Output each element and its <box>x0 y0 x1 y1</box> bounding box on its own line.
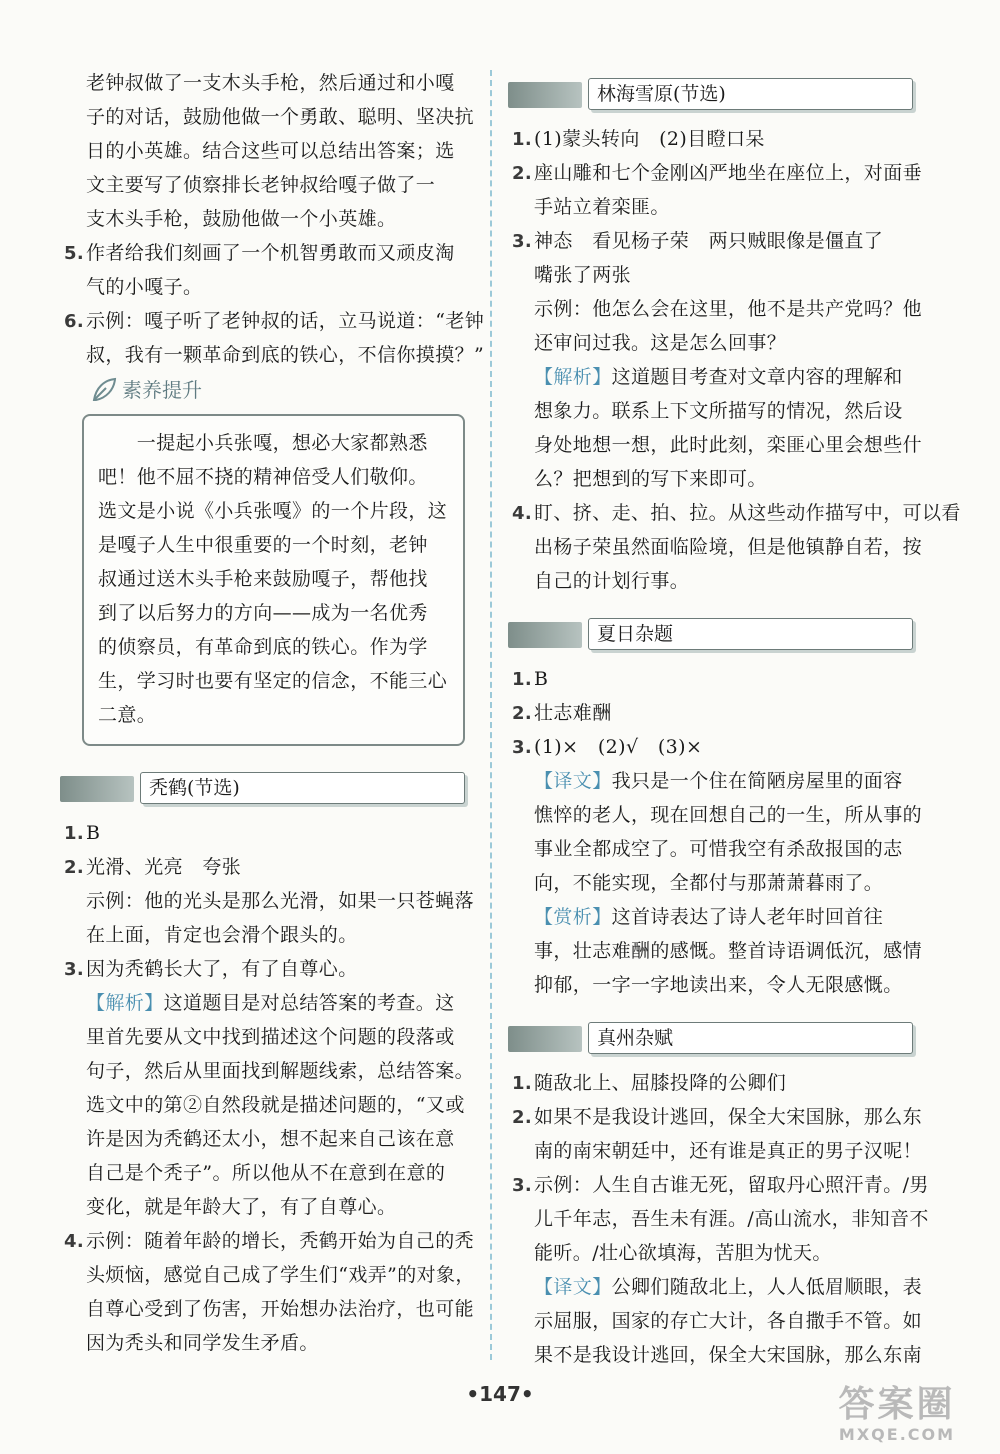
item-number: 5. <box>64 243 85 264</box>
text-line: 示例：他的光头是那么光滑，如果一只苍蝇落 <box>86 890 475 912</box>
text-line: 作者给我们刻画了一个机智勇敢而又顽皮淘 <box>86 242 455 264</box>
text-line: 二意。 <box>98 704 157 726</box>
item-number: 3. <box>512 737 533 758</box>
section-header-linhai <box>508 78 923 112</box>
item-number: 1. <box>512 669 533 690</box>
item-number: 1. <box>64 823 85 844</box>
answer-item-1 <box>508 1066 923 1100</box>
text-line: 句子，然后从里面找到解题线索，总结答案。 <box>86 1060 475 1082</box>
answer-text: B <box>534 668 549 690</box>
text-line: 示例：随着年龄的增长，秃鹤开始为自己的秃 <box>86 1230 475 1252</box>
text-line: 示例：人生自古谁无死，留取丹心照汗青。/男 <box>534 1174 929 1196</box>
text-line: 自尊心受到了伤害，开始想办法治疗，也可能 <box>86 1298 475 1320</box>
answer-item-1 <box>508 122 923 156</box>
column-divider <box>490 70 492 1360</box>
answer-item-3 <box>508 1168 929 1372</box>
text-line: 叔通过送木头手枪来鼓励嘎子，帮他找 <box>98 568 428 590</box>
text-line: 选文中的第②自然段就是描述问题的，“又或 <box>86 1094 465 1116</box>
literacy-box <box>82 414 465 746</box>
section-title: 真州杂赋 <box>588 1022 913 1054</box>
analysis-tag: 【解析】 <box>534 366 612 388</box>
item-number: 1. <box>512 129 533 150</box>
right-column <box>508 78 961 1372</box>
text-line: 一提起小兵张嘎，想必大家都熟悉 <box>98 432 428 454</box>
text-line: 嘴张了两张 <box>534 264 632 286</box>
page-number: •147• <box>466 1382 534 1406</box>
text-line: 是嘎子人生中很重要的一个时刻，老钟 <box>98 534 428 556</box>
left-column <box>60 66 485 1360</box>
text-line: 抑郁，一字一字地读出来，令人无限感慨。 <box>534 974 903 996</box>
text-line: 自己的计划行事。 <box>534 570 690 592</box>
section-title: 秃鹤(节选) <box>140 772 465 804</box>
text-line: 果不是我设计逃回，保全大宋国脉，那么东南 <box>534 1344 923 1366</box>
text-line: 日的小英雄。结合这些可以总结出答案；选 <box>86 140 455 162</box>
answer-item-2 <box>60 850 475 952</box>
text-line: 如果不是我设计逃回，保全大宋国脉，那么东 <box>534 1106 923 1128</box>
leaf-pen-icon <box>90 376 118 404</box>
section-tab <box>508 82 582 108</box>
item-number: 2. <box>512 1107 533 1128</box>
answer-text: 因为秃鹤长大了，有了自尊心。 <box>86 958 358 980</box>
section-title: 夏日杂题 <box>588 618 913 650</box>
section-header-zhenzhou <box>508 1022 923 1056</box>
section-tab <box>508 1026 582 1052</box>
text-line: 这道题目是对总结答案的考查。这 <box>163 992 455 1014</box>
item-number: 2. <box>512 703 533 724</box>
text-line: 能听。/壮心欲填海，苦胆为忧天。 <box>534 1242 832 1264</box>
text-line: 自己是个秃子”。所以他从不在意到在意的 <box>86 1162 446 1184</box>
section-header-tuhe <box>60 772 475 806</box>
answer-item-2 <box>508 696 923 730</box>
answer-text: 壮志难酬 <box>534 702 612 724</box>
text-line: 座山雕和七个金刚凶严地坐在座位上，对面垂 <box>534 162 923 184</box>
section-title: 林海雪原(节选) <box>588 78 913 110</box>
text-line: 这首诗表达了诗人老年时回首往 <box>611 906 884 928</box>
text-line: 示例：他怎么会在这里，他不是共产党吗？他 <box>534 298 923 320</box>
text-line: 示屈服，国家的存亡大计，各自撒手不管。如 <box>534 1310 923 1332</box>
answer-text: (1)蒙头转向 (2)目瞪口呆 <box>534 128 765 150</box>
text-line: 的侦察员，有革命到底的铁心。作为学 <box>98 636 428 658</box>
answer-item-1 <box>60 816 475 850</box>
text-line: 示例：嘎子听了老钟叔的话，立马说道：“老钟 <box>86 310 485 332</box>
literacy-header <box>60 374 475 408</box>
watermark-url: MXQE.COM <box>838 1425 956 1444</box>
answer-item-6 <box>60 304 485 372</box>
text-line: 子的对话，鼓励他做一个勇敢、聪明、坚决抗 <box>86 106 475 128</box>
text-line: 出杨子荣虽然面临险境，但是他镇静自若，按 <box>534 536 923 558</box>
item-number: 3. <box>512 1175 533 1196</box>
answer-item-5 <box>60 236 475 304</box>
watermark-logo <box>802 1384 992 1448</box>
text-line: 神态 看见杨子荣 两只贼眼像是僵直了 <box>534 230 884 252</box>
item-number: 3. <box>64 959 85 980</box>
translation-tag: 【译文】 <box>534 1276 612 1298</box>
text-line: 憔悴的老人，现在回想自己的一生，所从事的 <box>534 804 923 826</box>
analysis-tag: 【解析】 <box>86 992 164 1014</box>
item-number: 4. <box>64 1231 85 1252</box>
answer-item-3 <box>508 730 923 1002</box>
text-line: 公卿们随敌北上，人人低眉顺眼，表 <box>611 1276 923 1298</box>
literacy-title: 素养提升 <box>122 378 202 402</box>
text-line: 事业全都成空了。可惜我空有杀敌报国的志 <box>534 838 903 860</box>
text-line: 选文是小说《小兵张嘎》的一个片段，这 <box>98 500 448 522</box>
text-line: 想象力。联系上下文所描写的情况，然后设 <box>534 400 903 422</box>
answer-item-4 <box>60 1224 475 1360</box>
text-line: 这道题目考查对文章内容的理解和 <box>611 366 903 388</box>
item-number: 4. <box>512 503 533 524</box>
text-line: 文主要写了侦察排长老钟叔给嘎子做了一 <box>86 174 436 196</box>
section-tab <box>60 776 134 802</box>
text-line: 许是因为秃鹤还太小，想不起来自己该在意 <box>86 1128 455 1150</box>
text-line: 手站立着栾匪。 <box>534 196 670 218</box>
item-number: 2. <box>64 857 85 878</box>
answer-text: 光滑、光亮 夸张 <box>86 856 242 878</box>
section-header-xiari <box>508 618 923 652</box>
appreciation-tag: 【赏析】 <box>534 906 612 928</box>
text-line: 在上面，肯定也会滑个跟头的。 <box>86 924 358 946</box>
text-line: 南的南宋朝廷中，还有谁是真正的男子汉呢！ <box>534 1140 923 1162</box>
text-line: 支木头手枪，鼓励他做一个小英雄。 <box>86 208 397 230</box>
answer-text: 随敌北上、屈膝投降的公卿们 <box>534 1072 787 1094</box>
text-line: 盯、挤、走、拍、拉。从这些动作描写中，可以看 <box>534 502 961 524</box>
answer-item-3 <box>60 952 475 1224</box>
answer-item-2 <box>508 156 923 224</box>
text-line: 老钟叔做了一支木头手枪，然后通过和小嘎 <box>86 72 455 94</box>
translation-tag: 【译文】 <box>534 770 612 792</box>
text-line: 因为秃头和同学发生矛盾。 <box>86 1332 319 1354</box>
answer-item-1 <box>508 662 923 696</box>
text-line: 生，学习时也要有坚定的信念，不能三心 <box>98 670 448 692</box>
answer-item-3 <box>508 224 923 496</box>
answer-text: (1)× (2)√ (3)× <box>534 736 703 758</box>
text-line: 变化，就是年龄大了，有了自尊心。 <box>86 1196 397 1218</box>
answer-item-2 <box>508 1100 923 1168</box>
text-line: 头烦恼，感觉自己成了学生们“戏弄”的对象， <box>86 1264 475 1286</box>
answer-text: B <box>86 822 101 844</box>
text-line: 我只是一个住在简陋房屋里的面容 <box>611 770 903 792</box>
item-number: 6. <box>64 311 85 332</box>
text-line: 儿千年志，吾生未有涯。/高山流水，非知音不 <box>534 1208 929 1230</box>
text-line: 叔，我有一颗革命到底的铁心，不信你摸摸？” <box>86 344 485 366</box>
section-tab <box>508 622 582 648</box>
text-line: 气的小嘎子。 <box>86 276 203 298</box>
continued-answer <box>60 66 475 236</box>
text-line: 还审问过我。这是怎么回事？ <box>534 332 787 354</box>
text-line: 事，壮志难酬的感慨。整首诗语调低沉，感情 <box>534 940 923 962</box>
answer-item-4 <box>508 496 961 598</box>
text-line: 里首先要从文中找到描述这个问题的段落或 <box>86 1026 455 1048</box>
text-line: 吧！他不屈不挠的精神倍受人们敬仰。 <box>98 466 428 488</box>
watermark-text: 答案圈 <box>838 1384 956 1425</box>
item-number: 1. <box>512 1073 533 1094</box>
text-line: 向，不能实现，全都付与那萧萧暮雨了。 <box>534 872 884 894</box>
item-number: 2. <box>512 163 533 184</box>
text-line: 到了以后努力的方向——成为一名优秀 <box>98 602 428 624</box>
text-line: 么？把想到的写下来即可。 <box>534 468 767 490</box>
text-line: 身处地想一想，此时此刻，栾匪心里会想些什 <box>534 434 923 456</box>
item-number: 3. <box>512 231 533 252</box>
